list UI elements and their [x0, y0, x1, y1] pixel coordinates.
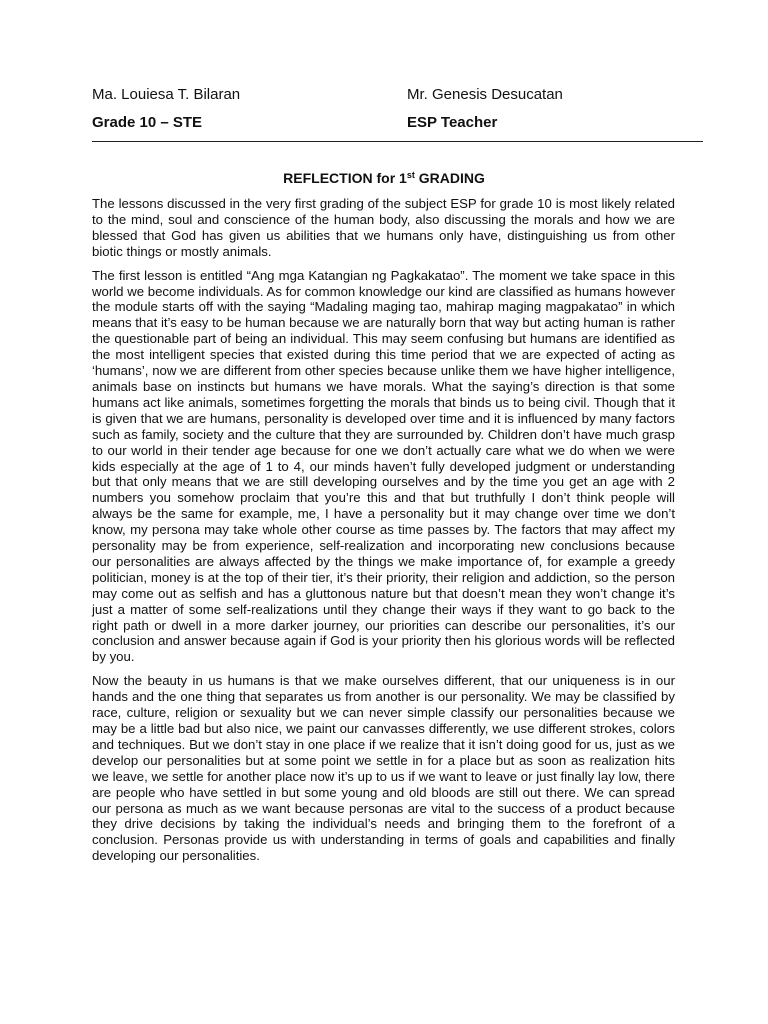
paragraph-intro: The lessons discussed in the very first grading of the subject ESP for grade 10 is most likely related to the mind, soul and conscience of the human body, also discussing the morals and how we are blessed that God has given us abilities that we humans only have, distinguishing us from other biotic things or mostly animals.: [92, 196, 675, 259]
student-name: Ma. Louiesa T. Bilaran: [92, 86, 241, 103]
grade-label: Grade 10 – STE: [92, 114, 203, 131]
teacher-name: Mr. Genesis Desucatan: [407, 86, 563, 103]
paragraph-first-lesson: The first lesson is entitled “Ang mga Katangian ng Pagkakatao”. The moment we take space in this world we become individuals. As for common knowledge our kind are classified as humans however the module starts off with the saying “Madaling maging tao, mahirap maging magpakatao” in which means that it’s easy to be human because we are naturally born that way but acting human is rather the questionable part of being an individual. This may seem confusing but humans are identified as the most intelligent species that existed during this time period that we are expected of acting as ‘humans’, now we are different from other species because unlike them we have higher intelligence, animals base on instincts but humans we have morals. What the saying’s direction is that some humans act like animals, sometimes forgetting the morals that binds us to being civil. Though that it is given that we are humans, personality is developed over time and it is influenced by many factors such as family, society and the culture that they are surrounded by. Children don’t have much grasp to our world in their tender age because for one we don’t actually care what we do when we were kids especially at the age of 1 to 4, our minds haven’t fully developed judgment or understanding but that only means that we are still developing ourselves and by the time you get an age with 2 numbers you somehow proclaim that you’re this and that but truthfully I don’t think people will always be the same for example, me, I have a personality but it may change over time we don’t know, my persona may take whole other course as time passes by. The factors that may affect my personality may be from experience, self-realization and incorporating new conclusions because our personalities are always affected by the things we make importance of, for example a greedy politician, money is at the top of their tier, it’s their priority, their religion and addiction, so the person may come out as selfish and has a gluttonous nature but that doesn’t mean they won’t change it’s just a matter of some self-realizations until they change their ways if they want to go back to the right path or dwell in a more darker journey, our priorities can describe our personalities, it’s our conclusion and answer because again if God is your priority then his glorious words will be reflected by you.: [92, 267, 675, 665]
paragraph-uniqueness: Now the beauty in us humans is that we make ourselves different, that our uniqueness is in our hands and the one thing that separates us from another is our personality. We may be classified by race, culture, religion or sexuality but we can never simple classify our personalities because we may be a little bad but also nice, we paint our canvasses differently, we use different strokes, colors and techniques. But we don’t stay in one place if we realize that it isn’t doing good for us, just as we develop our personalities but at some point we settle in for a place but as soon as realization hits we leave, we settle for another place now it’s up to us if we want to leave or just finally lay low, there are people who have settled in but some young and old bloods are still out there. We can spread our persona as much as we want because personas are vital to the success of a product because they drive decisions by taking the individual’s needs and bringing them to the forefront of a conclusion. Personas provide us with understanding in terms of goals and capabilities and finally developing our personalities.: [92, 673, 675, 864]
header-divider: [92, 141, 703, 142]
title-suffix: GRADING: [414, 170, 485, 186]
document-body: [92, 196, 675, 872]
teacher-role: ESP Teacher: [407, 114, 498, 131]
title-prefix: REFLECTION for 1: [283, 170, 407, 186]
document-title: [0, 170, 768, 186]
title-superscript: st: [406, 170, 415, 180]
